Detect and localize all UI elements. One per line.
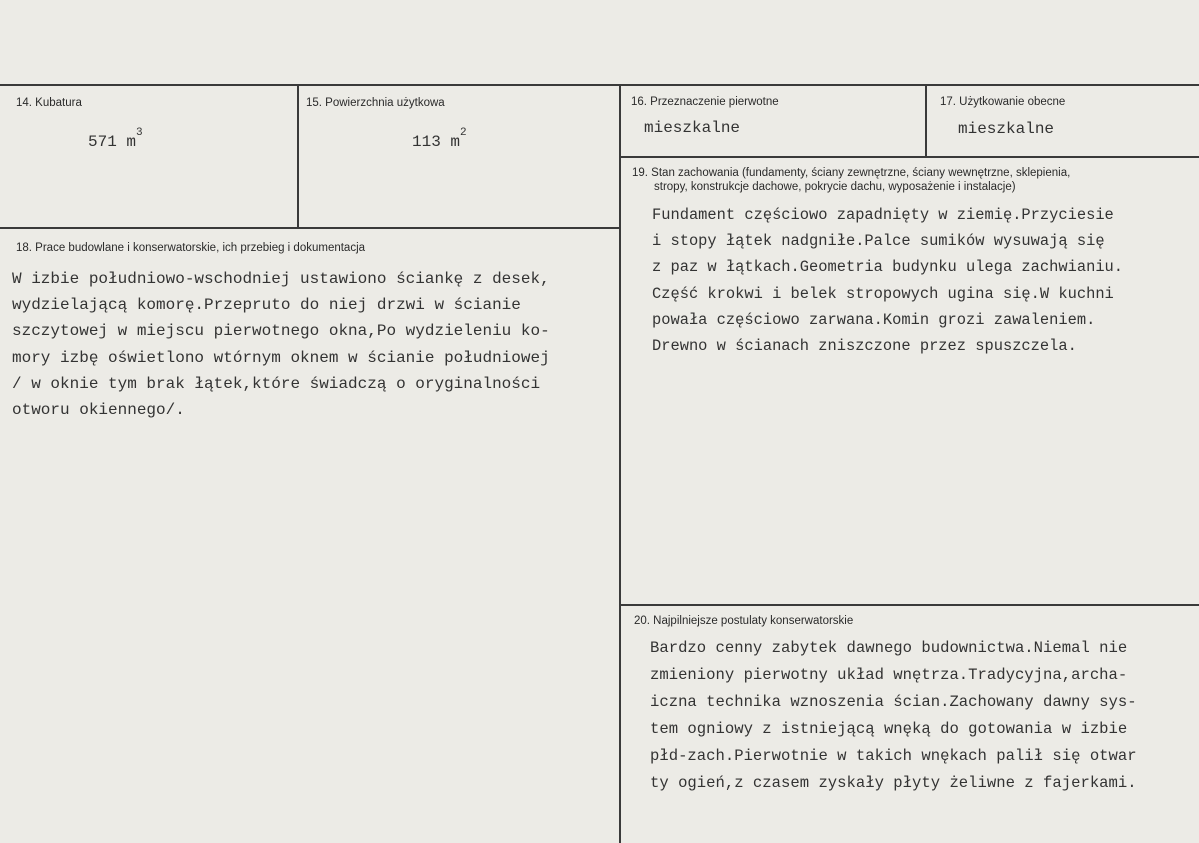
text-line: otworu okiennego/.	[12, 401, 185, 420]
text-line: tem ogniowy z istniejącą wnęką do gotowania w izbie	[650, 720, 1128, 739]
text-line: i stopy łątek nadgniłe.Palce sumików wysuwają się	[652, 232, 1105, 251]
field-15-value	[412, 127, 467, 151]
text-line: powała częściowo zarwana.Komin grozi zawaleniem.	[652, 310, 1096, 329]
field-18-text	[12, 266, 550, 423]
field-17-value: mieszkalne	[958, 120, 1055, 138]
field-19-label-line2: stropy, konstrukcje dachowe, pokrycie dachu, wyposażenie i instalacje)	[654, 181, 1016, 193]
field-19-label-line1: 19. Stan zachowania (fundamenty, ściany zewnętrzne, ściany wewnętrzne, sklepienia,	[632, 167, 1071, 179]
cubature-exponent: 3	[136, 127, 143, 139]
field-18-label: 18. Prace budowlane i konserwatorskie, ich przebieg i dokumentacja	[16, 242, 366, 254]
text-line: z paz w łątkach.Geometria budynku ulega zachwianiu.	[652, 258, 1124, 277]
area-unit: m	[450, 133, 461, 151]
divider-14-15	[297, 85, 299, 228]
text-line: Bardzo cenny zabytek dawnego budownictwa.Niemal nie	[650, 639, 1128, 657]
text-line: wydzielającą komorę.Przepruto do niej drzwi w ścianie	[12, 296, 521, 315]
cubature-unit: m	[126, 133, 137, 151]
field-15-label: 15. Powierzchnia użytkowa	[306, 97, 445, 109]
field-14-label: 14. Kubatura	[16, 97, 82, 109]
cubature-number: 571	[88, 133, 117, 151]
field-16-value: mieszkalne	[644, 119, 741, 137]
text-line: iczna technika wznoszenia ścian.Zachowany dawny sys-	[650, 693, 1137, 712]
text-line: / w oknie tym brak łątek,które świadczą o oryginalności	[12, 374, 541, 393]
text-line: Część krokwi i belek stropowych ugina się.W kuchni	[652, 284, 1114, 303]
text-line: mory izbę oświetlono wtórnym oknem w ścianie południowej	[12, 348, 550, 367]
area-exponent: 2	[460, 127, 467, 139]
text-line: zmieniony pierwotny układ wnętrza.Tradycyjna,archa-	[650, 666, 1128, 685]
rule-under-16-17	[620, 156, 1199, 158]
field-17-label: 17. Użytkowanie obecne	[940, 96, 1066, 108]
text-line: Fundament częściowo zapadnięty w ziemię.Przyciesie	[652, 206, 1114, 224]
rule-above-20	[620, 604, 1199, 606]
text-line: ty ogień,z czasem zyskały płyty żeliwne z fajerkami.	[650, 774, 1137, 793]
text-line: Drewno w ścianach zniszczone przez spuszczela.	[652, 337, 1077, 356]
divider-center	[619, 85, 621, 843]
field-16-label: 16. Przeznaczenie pierwotne	[631, 96, 779, 108]
divider-16-17	[925, 85, 927, 157]
text-line: W izbie południowo-wschodniej ustawiono ściankę z desek,	[12, 270, 550, 288]
rule-under-14-15	[0, 227, 620, 229]
field-20-label: 20. Najpilniejsze postulaty konserwatorskie	[634, 615, 854, 627]
field-14-value	[88, 127, 143, 151]
field-19-text	[652, 202, 1123, 359]
top-rule	[0, 84, 1199, 86]
area-number: 113	[412, 133, 441, 151]
field-20-text	[650, 635, 1137, 798]
text-line: szczytowej w miejscu pierwotnego okna,Po wydzieleniu ko-	[12, 322, 550, 341]
text-line: płd-zach.Pierwotnie w takich wnękach palił się otwar	[650, 747, 1137, 766]
